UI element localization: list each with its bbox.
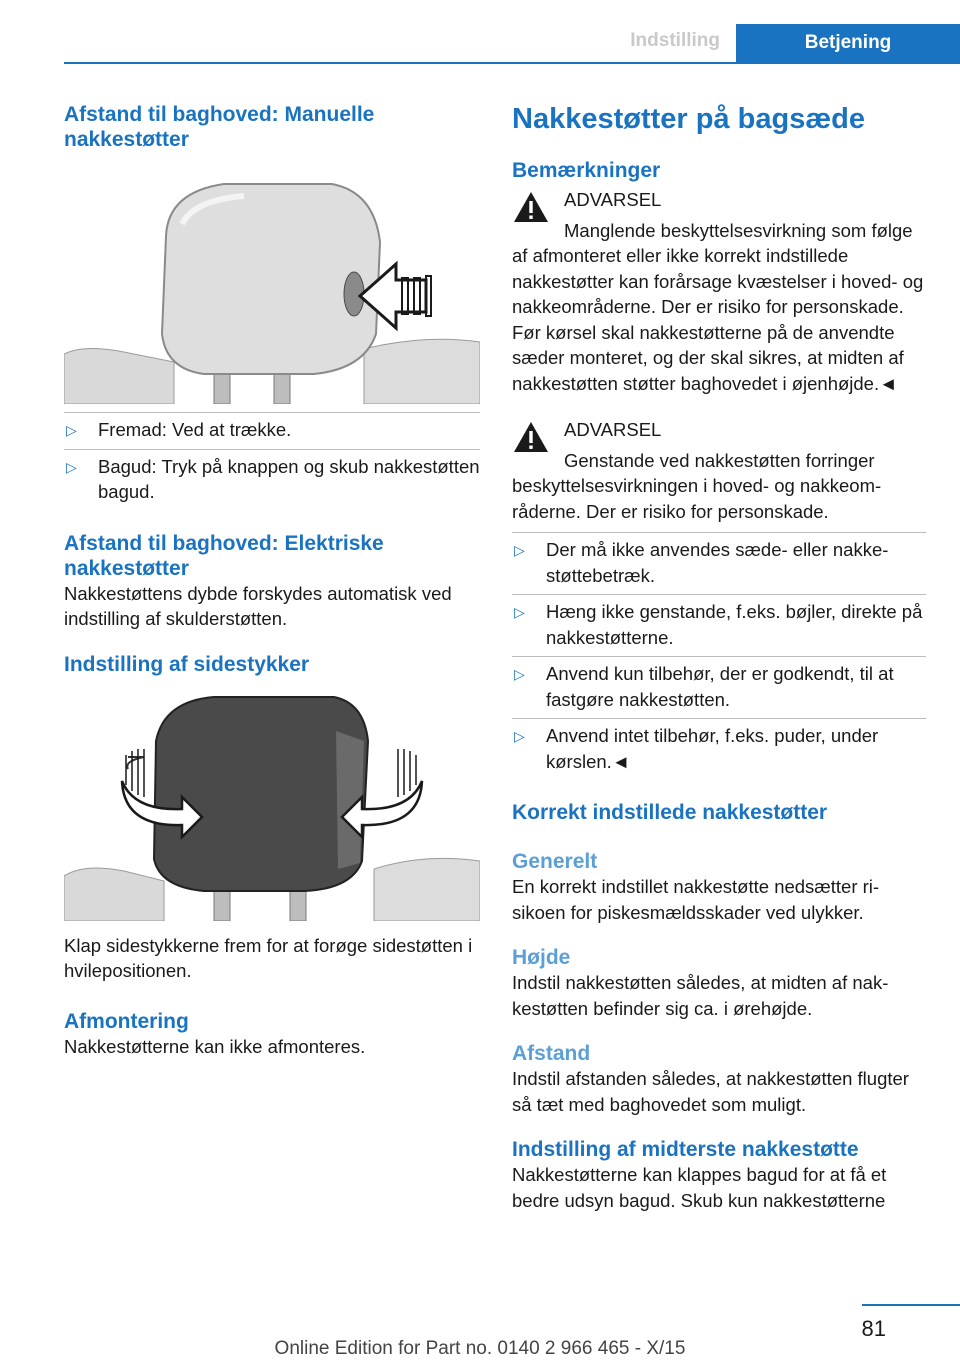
heading-correct-headrests: Korrekt indstillede nakkestøtter [512,801,828,824]
warning-text: Genstande ved nakkestøtten forringer beskyttelsesvirkningen i hoved- og nakkeområderne. Der er risiko for personskade. [512,449,882,522]
list-item: ▷ Anvend kun tilbehør, der er godkendt, til at fastgøre nakkestøtten. [512,657,926,719]
bullet-triangle-icon: ▷ [66,422,77,438]
warning-triangle-icon [512,189,550,225]
warning-label: ADVARSEL [564,419,662,440]
section-tab: Indstilling [630,30,720,51]
heading-rear-headrests: Nakkestøtter på bagsæde [512,103,865,135]
heading-middle-headrest: Indstilling af midterste nakkestøtte [512,1138,859,1161]
warning-2 [512,417,926,524]
middle-text: Nakkestøtterne kan klappes bagud for at få et bedre udsyn bagud. Skub kun nakkestøtterne [512,1164,887,1211]
heading-height: Højde [512,946,571,969]
warning-1 [512,187,926,396]
heading-distance: Afstand [512,1042,591,1065]
manual-adjust-list [64,412,480,511]
page-number: 81 [861,1316,886,1341]
heading-manual-headrests: Afstand til baghoved: Manuelle nakkestøtter [64,103,375,151]
heading-side-pieces: Indstilling af sidestykker [64,652,310,676]
chapter-tab: Betjening [736,24,960,62]
heading-general: Generelt [512,850,598,873]
warning-text: Manglende beskyttelsesvirkning som følge af afmonteret eller ikke korrekt indstillede nakkestøtter kan forårsage kvæstelser i hoved- og nakkeområderne. Der er risiko for personskade. Før kørsel skal nakkestøtterne på de anvendte sæder monteret, og der skal sikres, at midten af nakkestøtten støtter baghovedet i øjenhøjde.◄ [512,219,924,394]
removal-text: Nakkestøtterne kan ikke afmonteres. [64,1035,366,1057]
heading-removal: Afmontering [64,1009,189,1033]
list-item: ▷ Hæng ikke genstande, f.eks. bøjler, direkte på nakkestøtterne. [512,595,926,657]
bullet-triangle-icon: ▷ [514,728,525,744]
list-item: ▷ Anvend intet tilbehør, f.eks. puder, under kørslen.◄ [514,725,879,772]
list-item: ▷ Der må ikke anvendes sæde- eller nakkestøttebetræk. [512,532,926,595]
warning-triangle-icon [512,419,550,455]
distance-text: Indstil afstanden således, at nakkestøtten flugter så tæt med baghovedet som muligt. [512,1068,909,1115]
heading-notes: Bemærkninger [512,159,661,182]
heading-electric-headrests: Afstand til baghoved: Elektriske nakkestøtter [64,531,384,580]
bullet-triangle-icon: ▷ [514,604,525,620]
warning-label: ADVARSEL [564,189,662,210]
warning-list [512,532,926,780]
height-text: Indstil nakkestøtten således, at midten af nakkestøtten befinder sig ca. i ørehøjde. [512,972,889,1019]
page-header [64,24,960,64]
right-column [512,102,926,1213]
list-item: ▷ Fremad: Ved at trække. [64,412,480,450]
electric-text: Nakkestøttens dybde forskydes automatisk ved indstilling af skulderstøtten. [64,582,452,629]
footer-rule [862,1304,960,1306]
list-item: ▷ Bagud: Tryk på knappen og skub nakkestøtten bagud. [66,455,480,502]
general-text: En korrekt indstillet nakkestøtte nedsætter risikoen for piskesmældsskader ved ulykker. [512,876,880,923]
bullet-triangle-icon: ▷ [66,458,77,475]
side-pieces-figure [64,691,480,921]
footer-edition: Online Edition for Part no. 0140 2 966 465 - X/15 [274,1338,686,1359]
left-column [64,102,480,1059]
side-text: Klap sidestykkerne frem for at forøge sidestøtten i hvilepositionen. [64,934,473,981]
manual-headrest-figure [64,164,480,404]
bullet-triangle-icon: ▷ [514,542,525,558]
bullet-triangle-icon: ▷ [514,666,525,682]
